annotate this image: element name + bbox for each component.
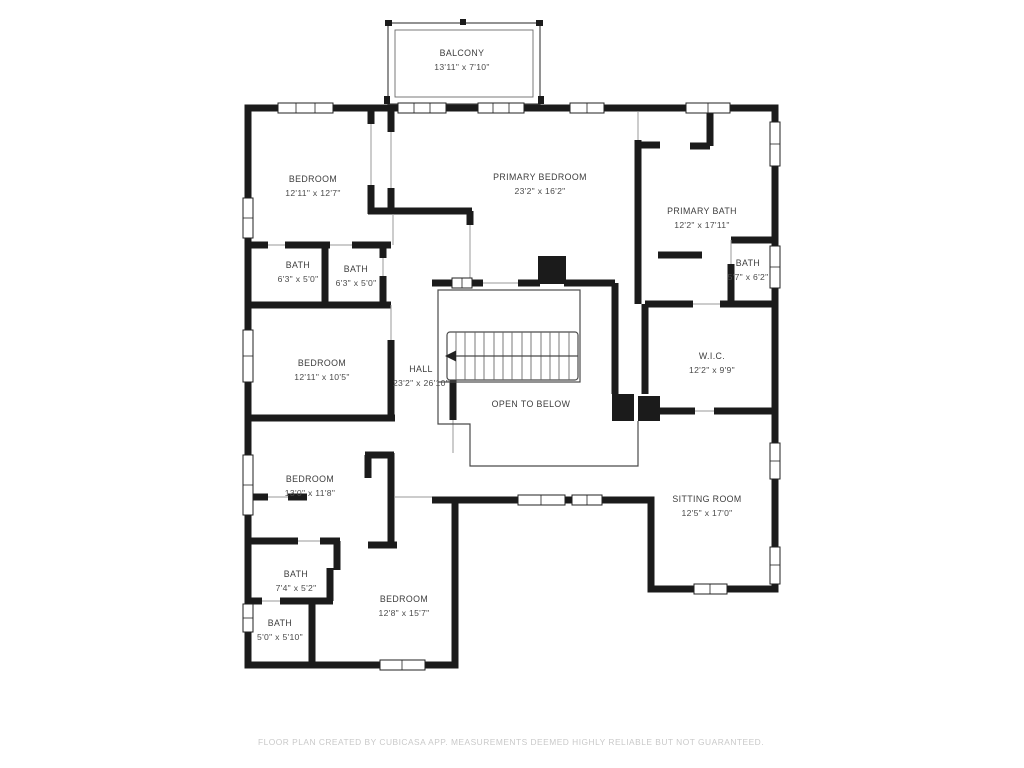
staircase [438,290,580,382]
room-label-bedroom-lower-left [285,474,335,498]
room-label-primary-bedroom [493,172,587,196]
room-name: SITTING ROOM [672,494,742,504]
room-name: W.I.C. [698,351,726,361]
room-name: BATH [283,569,309,579]
room-name: BALCONY [439,48,485,58]
room-label-bedroom-bottom [378,594,429,618]
room-name: PRIMARY BATH [667,206,737,216]
room-dims: 12'2" x 17'11" [674,220,730,230]
room-name: PRIMARY BEDROOM [493,172,587,182]
room-dims: 12'5" x 17'0" [681,508,733,518]
room-name: BATH [735,258,761,268]
chimney-block-east [638,396,660,421]
room-dims: 23'2" x 26'10" [392,378,450,388]
room-name: BEDROOM [288,174,338,184]
room-name: OPEN TO BELOW [491,399,571,409]
room-label-bedroom-top-left [285,174,340,198]
room-dims: 13'0" x 11'8" [284,488,336,498]
fireplace-block [538,256,566,284]
room-name: BATH [267,618,293,628]
room-dims: 12'8" x 15'7" [378,608,430,618]
chimney-block-west [612,394,634,421]
room-name: BEDROOM [297,358,347,368]
room-label-balcony [434,48,489,72]
room-dims: 12'11" x 10'5" [294,372,350,382]
room-dims: 5'0" x 5'10" [257,632,303,642]
room-label-bath-lower-2 [257,618,303,642]
room-label-bath-hall-1 [278,260,319,284]
room-dims: 12'11" x 12'7" [285,188,341,198]
room-label-primary-bath [667,206,737,230]
room-label-bath-hall-2 [336,264,377,288]
room-label-bath-lower-1 [276,569,317,593]
room-name: HALL [409,364,433,374]
room-dims: 23'2" x 16'2" [514,186,566,196]
room-name: BEDROOM [285,474,335,484]
room-label-sitting-room [672,494,741,518]
room-name: BATH [285,260,311,270]
room-dims: 7'4" x 5'2" [275,583,317,593]
room-dims: 12'2" x 9'9" [689,365,735,375]
room-label-hall [393,364,449,388]
room-name: BATH [343,264,369,274]
room-dims: 13'11" x 7'10" [434,62,490,72]
room-label-bedroom-mid-left [294,358,349,382]
room-dims: 5'7" x 6'2" [727,272,769,282]
room-label-wic [689,351,735,375]
room-label-open-to-below [492,399,571,409]
room-dims: 6'3" x 5'0" [277,274,319,284]
room-dims: 6'3" x 5'0" [335,278,377,288]
open-to-below-railing [438,382,638,466]
footer-disclaimer: FLOOR PLAN CREATED BY CUBICASA APP. MEASUREMENTS DEEMED HIGHLY RELIABLE BUT NOT GUARANTEED. [257,737,765,747]
room-name: BEDROOM [379,594,429,604]
